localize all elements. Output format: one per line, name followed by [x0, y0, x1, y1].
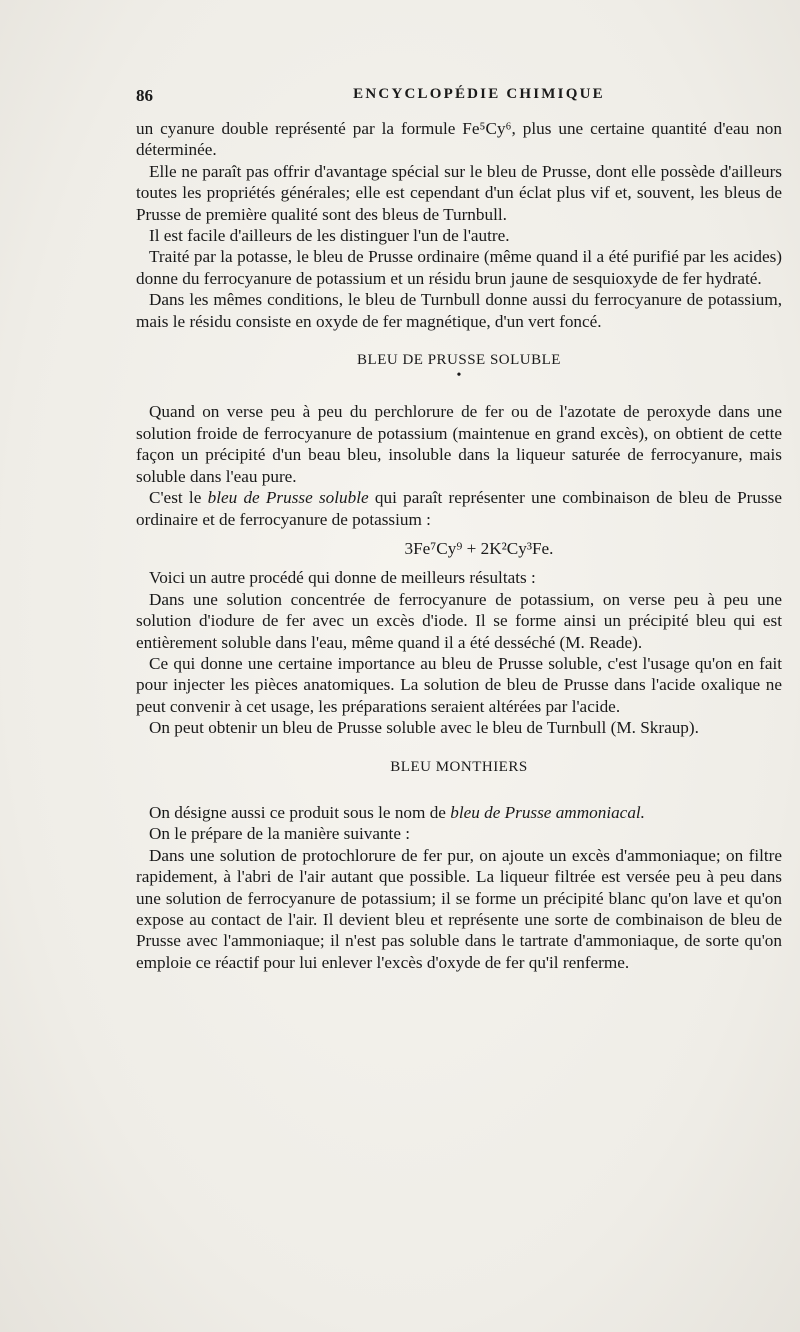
paragraph: On le prépare de la manière suivante :: [149, 824, 411, 844]
paragraph: [136, 802, 782, 823]
paragraph: Dans une solution de protochlorure de fer pur, on ajoute un excès d'ammoniaque; on filtre rapidement, à l'abri de l'air autant que possible. La liqueur filtrée est versée peu à peu dans une solution de ferrocyanure de potassium; il se forme un précipité blanc qu'on lave et qu'on expose au contact de l'air. Il devient bleu et représente une sorte de combinaison de bleu de Prusse avec l'ammoniaque; il n'est pas soluble dans le tartrate d'ammoniaque, de sorte qu'on emploie ce réactif pour lui enlever l'excès d'oxyde de fer qu'il renferme.: [136, 845, 782, 972]
section-heading-bleu-de-prusse-soluble: BLEU DE PRUSSE SOLUBLE: [357, 352, 561, 369]
paragraph: Dans une solution concentrée de ferrocyanure de potassium, on verse peu à peu une solution d'iodure de fer avec un excès d'iode. Il se forme ainsi un précipité bleu qui est entièrement soluble dans l'eau, même quand il a été desséché (M. Reade).: [136, 589, 782, 652]
text-span: C'est le: [149, 488, 208, 508]
paragraph: [136, 487, 782, 530]
page-body: [136, 118, 782, 973]
italic-term: bleu de Prusse soluble: [207, 488, 369, 508]
paragraph: Dans les mêmes conditions, le bleu de Turnbull donne aussi du ferrocyanure de potassium, mais le résidu consiste en oxyde de fer magnétique, d'un vert foncé.: [136, 290, 782, 331]
italic-term: bleu de Prusse ammoniacal.: [450, 802, 645, 822]
section-heading-bleu-monthiers: BLEU MONTHIERS: [390, 758, 528, 775]
paragraph: Elle ne paraît pas offrir d'avantage spécial sur le bleu de Prusse, dont elle possède d'ailleurs toutes les propriétés générales; elle est cependant d'un éclat plus vif et, souvent, les bleus de Prusse de première qualité sont des bleus de Turnbull.: [136, 161, 782, 224]
paragraph: Ce qui donne une certaine importance au bleu de Prusse soluble, c'est l'usage qu'on en fait pour injecter les pièces anatomiques. La solution de bleu de Prusse dans l'acide oxalique ne peut convenir à cet usage, les préparations seraient altérées par l'acide.: [136, 653, 782, 716]
paragraph: On peut obtenir un bleu de Prusse soluble avec le bleu de Turnbull (M. Skraup).: [149, 718, 699, 738]
chemical-formula: 3Fe⁷Cy⁹ + 2K²Cy³Fe.: [404, 538, 554, 558]
text-span: qui paraît représenter une combinaison de bleu de Prusse ordinaire et de ferrocyanure de potassium :: [136, 488, 782, 529]
running-header: [136, 86, 782, 110]
paragraph: Il est facile d'ailleurs de les distinguer l'un de l'autre.: [149, 226, 510, 246]
paragraph: Voici un autre procédé qui donne de meilleurs résultats :: [149, 568, 536, 588]
running-title: ENCYCLOPÉDIE CHIMIQUE: [353, 86, 605, 102]
text-span: On désigne aussi ce produit sous le nom de: [149, 802, 451, 822]
page-number: 86: [136, 86, 153, 105]
decorative-dot: •: [456, 368, 462, 384]
paragraph: Quand on verse peu à peu du perchlorure de fer ou de l'azotate de peroxyde dans une solution froide de ferrocyanure de potassium (maintenue en grand excès), on obtient de cette façon un précipité d'un beau bleu, insoluble dans la liqueur saturée de ferrocyanure, mais soluble dans l'eau pure.: [136, 402, 782, 486]
paragraph: un cyanure double représenté par la formule Fe⁵Cy⁶, plus une certaine quantité d'eau non déterminée.: [136, 119, 782, 160]
paragraph: Traité par la potasse, le bleu de Prusse ordinaire (même quand il a été purifié par les acides) donne du ferrocyanure de potassium et un résidu brun jaune de sesquioxyde de fer hydraté.: [136, 247, 782, 288]
